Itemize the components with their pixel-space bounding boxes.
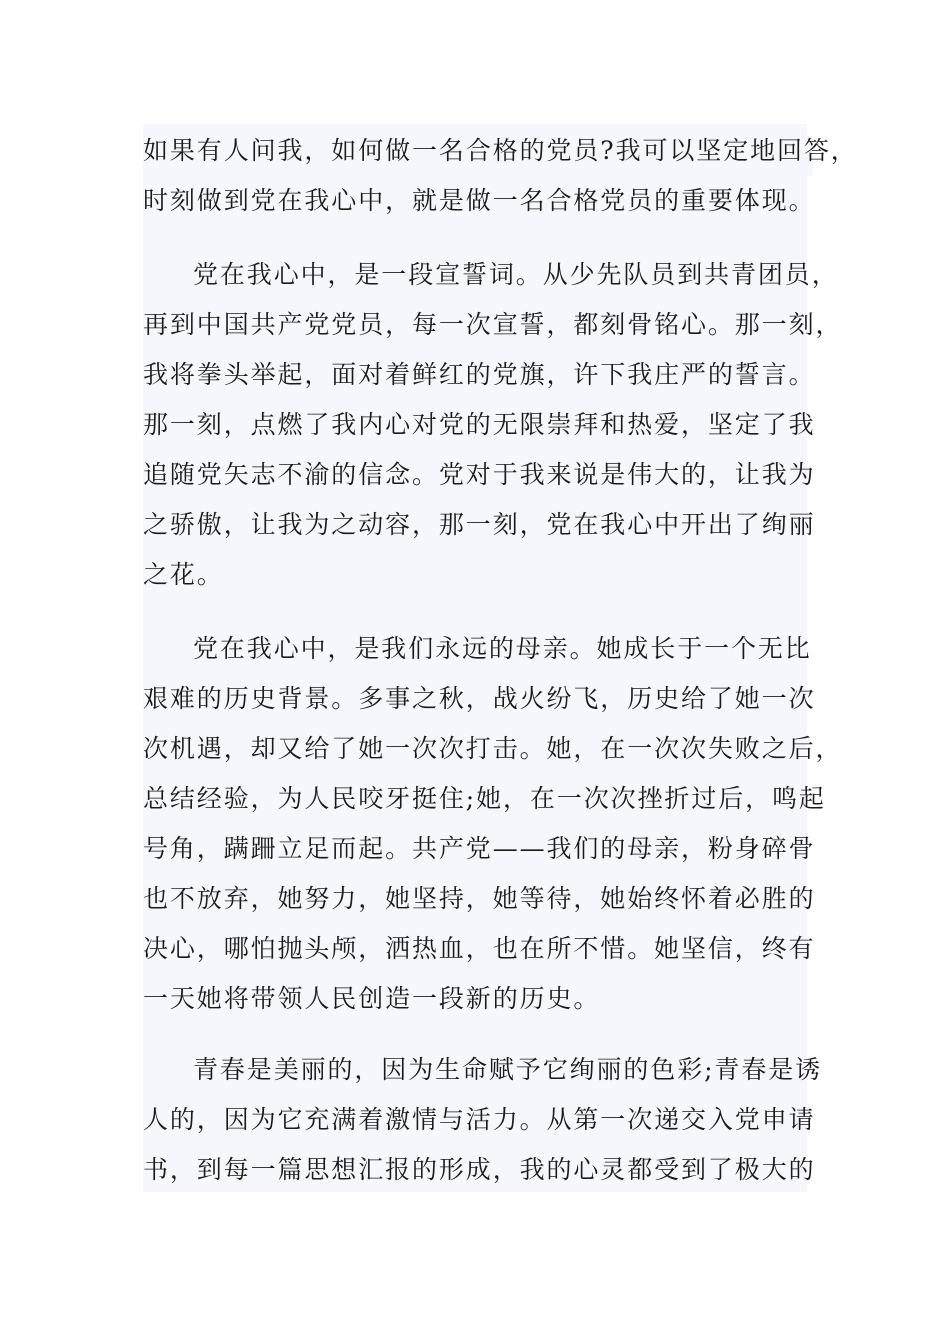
paragraph-2-line-3: 我将拳头举起，面对着鲜红的党旗，许下我庄严的誓言。 bbox=[143, 360, 816, 389]
paragraph-3-line-6: 也不放弃，她努力，她坚持，她等待，她始终怀着必胜的 bbox=[143, 884, 816, 913]
paragraph-3-line-8: 一天她将带领人民创造一段新的历史。 bbox=[143, 984, 601, 1013]
paragraph-2-line-2: 再到中国共产党党员，每一次宣誓，都刻骨铭心。那一刻， bbox=[143, 310, 843, 339]
paragraph-3-line-7: 决心，哪怕抛头颅，洒热血，也在所不惜。她坚信，终有 bbox=[143, 934, 816, 963]
paragraph-3-line-1: 党在我心中，是我们永远的母亲。她成长于一个无比 bbox=[193, 634, 812, 663]
paragraph-2-line-5: 追随党矢志不渝的信念。党对于我来说是伟大的，让我为 bbox=[143, 460, 816, 489]
paragraph-3-line-5: 号角，蹒跚立足而起。共产党——我们的母亲，粉身碎骨 bbox=[143, 834, 816, 863]
paragraph-2-line-6: 之骄傲，让我为之动容，那一刻，党在我心中开出了绚丽 bbox=[143, 510, 816, 539]
paragraph-2-line-7: 之花。 bbox=[143, 560, 224, 589]
paragraph-4-line-3: 书，到每一篇思想汇报的形成，我的心灵都受到了极大的 bbox=[143, 1155, 816, 1184]
paragraph-2-line-1: 党在我心中，是一段宣誓词。从少先队员到共青团员， bbox=[193, 260, 839, 289]
paragraph-1-line-1: 如果有人问我，如何做一名合格的党员?我可以坚定地回答， bbox=[143, 136, 858, 165]
paragraph-3-line-3: 次机遇，却又给了她一次次打击。她，在一次次失败之后， bbox=[143, 734, 843, 763]
paragraph-4-line-2: 人的，因为它充满着激情与活力。从第一次递交入党申请 bbox=[143, 1105, 816, 1134]
paragraph-3-line-4: 总结经验，为人民咬牙挺住;她，在一次次挫折过后，鸣起 bbox=[143, 784, 826, 813]
paragraph-2-line-4: 那一刻，点燃了我内心对党的无限崇拜和热爱，坚定了我 bbox=[143, 410, 816, 439]
document-text-block bbox=[143, 124, 858, 1192]
paragraph-3-line-2: 艰难的历史背景。多事之秋，战火纷飞，历史给了她一次 bbox=[143, 684, 816, 713]
paragraph-1-line-2: 时刻做到党在我心中，就是做一名合格党员的重要体现。 bbox=[143, 186, 816, 215]
paragraph-4-line-1: 青春是美丽的，因为生命赋予它绚丽的色彩;青春是诱 bbox=[193, 1055, 823, 1084]
